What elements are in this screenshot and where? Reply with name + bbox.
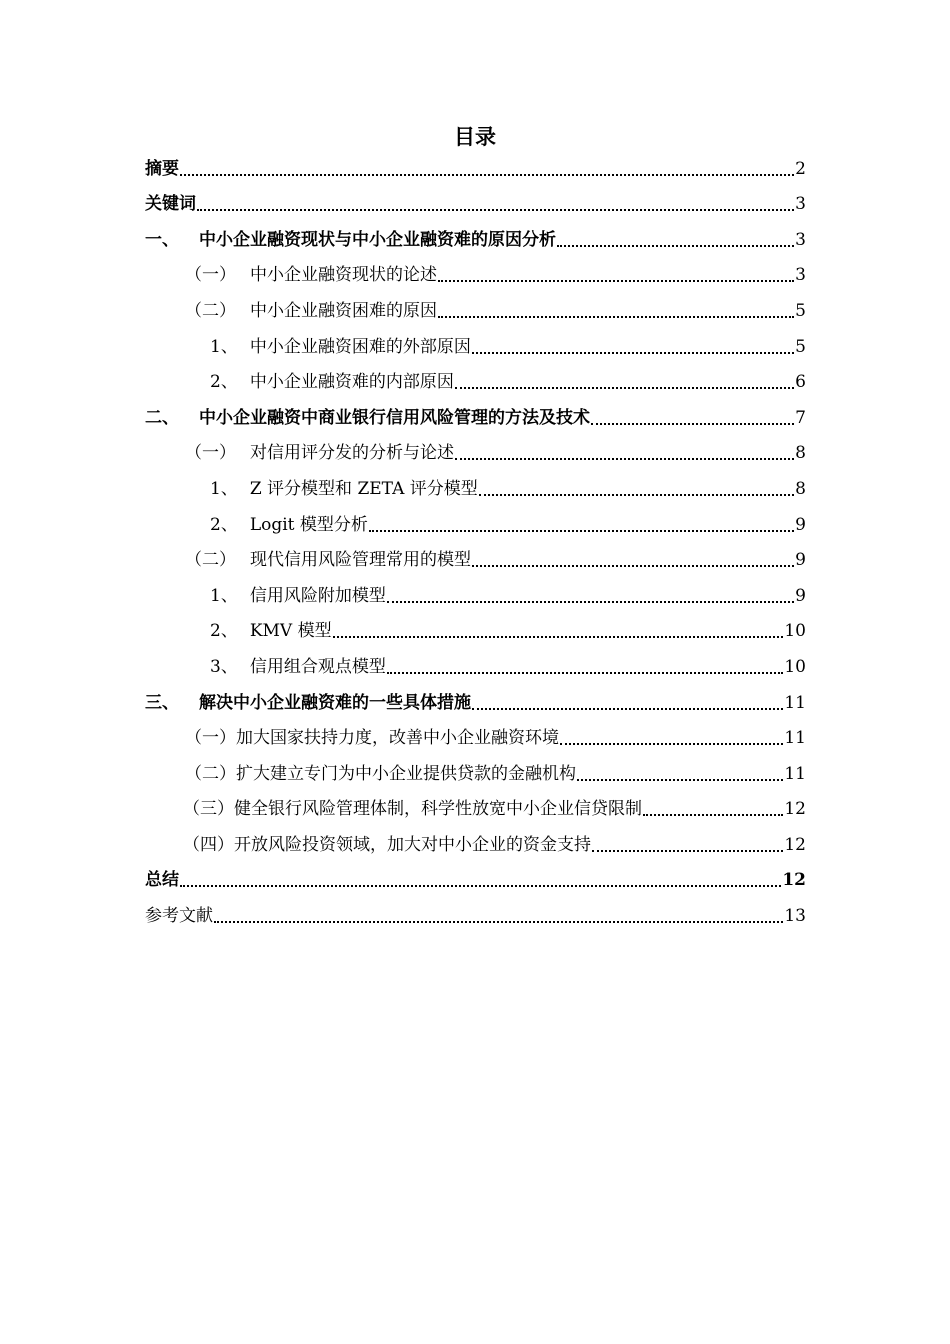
dot-leader xyxy=(472,562,794,567)
toc-entry[interactable] xyxy=(145,181,806,217)
toc-page-number: 11 xyxy=(784,728,806,749)
dot-leader xyxy=(369,527,794,532)
toc-page-number: 10 xyxy=(784,656,806,677)
toc-entry-label: 中小企业融资现状的论述 xyxy=(250,265,437,286)
toc-entry-label: 对信用评分发的分析与论述 xyxy=(250,443,454,464)
toc-entry-number: （三） xyxy=(183,799,234,820)
toc-page-number: 9 xyxy=(795,514,806,535)
toc-entry-number: （二） xyxy=(185,550,236,571)
toc-page-number: 12 xyxy=(782,870,806,891)
dot-leader xyxy=(180,882,781,887)
toc-entry[interactable] xyxy=(145,572,806,608)
toc-entry-number: 1、 xyxy=(210,478,238,499)
toc-entry-label: 开放风险投资领域，加大对中小企业的资金支持 xyxy=(234,834,591,855)
dot-leader xyxy=(180,171,794,176)
toc-entry[interactable] xyxy=(145,537,806,573)
toc-page-number: 3 xyxy=(795,194,806,215)
toc-entry-label: 总结 xyxy=(145,870,179,891)
toc-entry-label: 加大国家扶持力度，改善中小企业融资环境 xyxy=(236,728,559,749)
toc-entry-number: 二、 xyxy=(145,407,179,428)
toc-title: 目录 xyxy=(454,124,496,149)
dot-leader xyxy=(479,491,794,496)
toc-entry-label: KMV 模型 xyxy=(249,621,332,642)
toc-page-number: 6 xyxy=(795,372,806,393)
toc-entry-label: 中小企业融资困难的原因 xyxy=(250,300,437,321)
toc-page-number: 8 xyxy=(795,443,806,464)
toc-entry-label: 中小企业融资现状与中小企业融资难的原因分析 xyxy=(199,229,556,250)
toc-entry-label: 关键词 xyxy=(145,194,196,215)
dot-leader xyxy=(557,242,794,247)
toc-page-number: 10 xyxy=(784,621,806,642)
toc-entry[interactable] xyxy=(145,359,806,395)
toc-page-number: 3 xyxy=(795,265,806,286)
dot-leader xyxy=(333,633,784,638)
toc-page-number: 5 xyxy=(795,300,806,321)
toc-entry[interactable] xyxy=(145,857,806,893)
toc-entry-label: 解决中小企业融资难的一些具体措施 xyxy=(199,692,471,713)
toc-entry-label: Logit 模型分析 xyxy=(249,514,368,535)
toc-entry-label: 扩大建立专门为中小企业提供贷款的金融机构 xyxy=(236,763,576,784)
dot-leader xyxy=(455,455,794,460)
toc-page-number: 3 xyxy=(795,229,806,250)
dot-leader xyxy=(592,847,783,852)
dot-leader xyxy=(643,811,783,816)
toc-entry[interactable] xyxy=(145,892,806,928)
toc-entry[interactable] xyxy=(145,643,806,679)
toc-entry[interactable] xyxy=(145,145,806,181)
table-of-contents xyxy=(145,145,806,928)
toc-entry-number: （二） xyxy=(185,763,236,784)
toc-entry[interactable] xyxy=(145,679,806,715)
toc-entry-number: 1、 xyxy=(210,585,238,606)
toc-entry-label: 中小企业融资难的内部原因 xyxy=(249,372,454,393)
dot-leader xyxy=(387,669,784,674)
toc-entry[interactable] xyxy=(145,715,806,751)
toc-page-number: 8 xyxy=(795,478,806,499)
toc-entry-label: 摘要 xyxy=(145,158,179,179)
toc-entry[interactable] xyxy=(145,394,806,430)
toc-entry[interactable] xyxy=(145,216,806,252)
dot-leader xyxy=(455,384,794,389)
toc-entry-number: 三、 xyxy=(145,692,179,713)
toc-entry-label: 信用风险附加模型 xyxy=(249,585,386,606)
toc-entry[interactable] xyxy=(145,252,806,288)
toc-page-number: 12 xyxy=(784,799,806,820)
toc-entry-label: 中小企业融资中商业银行信用风险管理的方法及技术 xyxy=(199,407,590,428)
toc-entry-label: 中小企业融资困难的外部原因 xyxy=(249,336,471,357)
dot-leader xyxy=(577,776,783,781)
toc-entry-number: 3、 xyxy=(210,656,238,677)
toc-entry-number: 1、 xyxy=(210,336,238,357)
dot-leader xyxy=(438,277,794,282)
toc-entry[interactable] xyxy=(145,323,806,359)
toc-entry[interactable] xyxy=(145,608,806,644)
toc-entry[interactable] xyxy=(145,430,806,466)
dot-leader xyxy=(214,918,783,923)
toc-entry[interactable] xyxy=(145,287,806,323)
dot-leader xyxy=(591,420,794,425)
toc-entry[interactable] xyxy=(145,821,806,857)
dot-leader xyxy=(472,349,794,354)
toc-entry-number: （一） xyxy=(185,443,236,464)
toc-entry-label: 现代信用风险管理常用的模型 xyxy=(250,550,471,571)
toc-page-number: 9 xyxy=(795,585,806,606)
toc-entry-label: 参考文献 xyxy=(145,906,213,927)
toc-page-number: 12 xyxy=(784,834,806,855)
toc-page-number: 11 xyxy=(784,763,806,784)
toc-entry-number: （二） xyxy=(185,300,236,321)
toc-entry[interactable] xyxy=(145,501,806,537)
toc-page-number: 7 xyxy=(795,407,806,428)
dot-leader xyxy=(560,740,783,745)
dot-leader xyxy=(438,313,794,318)
dot-leader xyxy=(472,705,783,710)
toc-entry-number: （四） xyxy=(183,834,234,855)
toc-entry-number: 2、 xyxy=(210,514,238,535)
toc-entry-number: 2、 xyxy=(210,621,238,642)
toc-entry[interactable] xyxy=(145,786,806,822)
toc-entry-number: （一） xyxy=(185,728,236,749)
toc-page-number: 13 xyxy=(784,906,806,927)
dot-leader xyxy=(197,206,794,211)
toc-entry[interactable] xyxy=(145,465,806,501)
toc-page-number: 5 xyxy=(795,336,806,357)
dot-leader xyxy=(387,598,794,603)
toc-entry-label: 信用组合观点模型 xyxy=(249,656,386,677)
toc-page-number: 2 xyxy=(795,158,806,179)
toc-entry-label: 健全银行风险管理体制，科学性放宽中小企业信贷限制 xyxy=(234,799,642,820)
toc-entry[interactable] xyxy=(145,750,806,786)
toc-entry-number: （一） xyxy=(185,265,236,286)
toc-entry-number: 2、 xyxy=(210,372,238,393)
toc-entry-label: Z 评分模型和 ZETA 评分模型 xyxy=(249,478,478,499)
toc-page-number: 9 xyxy=(795,550,806,571)
toc-entry-number: 一、 xyxy=(145,229,179,250)
toc-page-number: 11 xyxy=(784,692,806,713)
